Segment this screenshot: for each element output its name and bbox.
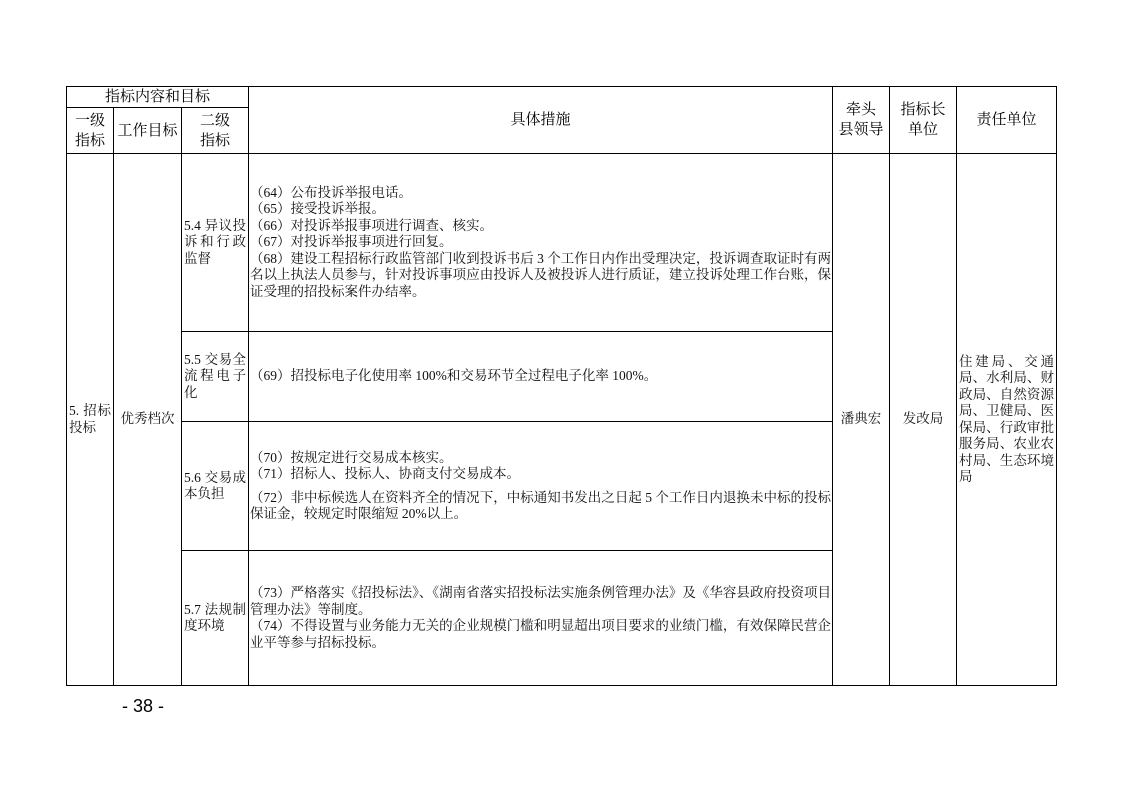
- measure-item: （64）公布投诉举报电话。: [250, 184, 412, 200]
- work-goal-cell: 优秀档次: [114, 154, 182, 686]
- measures-cell: [249, 422, 833, 551]
- indicator-unit-cell: 发改局: [890, 154, 957, 686]
- level2-indicator-cell: 5.7 法规制度环境: [182, 551, 249, 686]
- level2-indicator-cell: 5.4 异议投诉和行政监督: [182, 154, 249, 332]
- header-level2-indicator: [182, 108, 249, 154]
- header-row-1: [67, 87, 1057, 108]
- measures-cell: [249, 332, 833, 422]
- page-number: - 38 -: [122, 696, 165, 716]
- header-work-goal: 工作目标: [114, 108, 182, 154]
- responsible-units-cell: 住建局、交通局、水利局、财政局、自然资源局、卫健局、医保局、行政审批服务局、农业农村局、生态环境局: [957, 154, 1057, 686]
- level2-indicator-cell: 5.5 交易全流程电子化: [182, 332, 249, 422]
- header-responsible-units: 责任单位: [957, 87, 1057, 154]
- header-lead-leader-line-2: 县领导: [838, 121, 884, 138]
- header-lead-leader: [833, 87, 890, 154]
- measure-item: （71）招标人、投标人、协商支付交易成本。: [250, 466, 520, 481]
- indicator-table: [66, 86, 1057, 686]
- header-level1-line-1: 一级: [74, 111, 105, 129]
- header-measures: 具体措施: [249, 87, 833, 154]
- header-lead-leader-line-1: 牵头: [845, 101, 876, 118]
- header-level1-indicator: [67, 108, 114, 154]
- measure-item: （67）对投诉举报事项进行回复。: [250, 234, 453, 250]
- header-indicator-group: 指标内容和目标: [67, 87, 249, 108]
- level2-indicator-cell: 5.6 交易成本负担: [182, 422, 249, 551]
- measure-item: （73）严格落实《招投标法》、《湖南省落实招投标法实施条例管理办法》及《华容县政府投资项目管理办法》等制度。: [250, 585, 831, 617]
- measure-item: （74）不得设置与业务能力无关的企业规模门槛和明显超出项目要求的业绩门槛，有效保障民营企业平等参与招标投标。: [250, 618, 831, 650]
- header-indicator-unit-line-1: 指标长: [900, 101, 946, 118]
- measure-item: （69）招投标电子化使用率 100%和交易环节全过程电子化率 100%。: [250, 368, 658, 384]
- measure-item: （65）接受投诉举报。: [250, 201, 385, 217]
- lead-leader-cell: 潘典宏: [833, 154, 890, 686]
- measure-item: （70）按规定进行交易成本核实。: [250, 449, 453, 465]
- header-indicator-unit-line-2: 单位: [907, 121, 938, 138]
- header-level2-line-2: 指标: [199, 131, 230, 149]
- measure-item: （72）非中标候选人在资料齐全的情况下，中标通知书发出之日起 5 个工作日内退换未中标的投标保证金，较规定时限缩短 20%以上。: [250, 489, 831, 521]
- level1-indicator-cell: 5. 招标投标: [67, 154, 114, 686]
- measures-cell: [249, 154, 833, 332]
- measures-cell: [249, 551, 833, 686]
- header-indicator-unit: [890, 87, 957, 154]
- measure-item: （68）建设工程招标行政监管部门收到投诉书后 3 个工作日内作出受理决定，投诉调查取证时有两名以上执法人员参与，针对投诉事项应由投诉人及被投诉人进行质证，建立投诉处理工作台账，保证受理的招投标案件办结率。: [250, 250, 831, 299]
- header-level2-line-1: 二级: [199, 111, 230, 129]
- measure-item: （66）对投诉举报事项进行调查、核实。: [250, 217, 493, 233]
- table-row: [67, 154, 1057, 332]
- header-level1-line-2: 指标: [74, 131, 105, 149]
